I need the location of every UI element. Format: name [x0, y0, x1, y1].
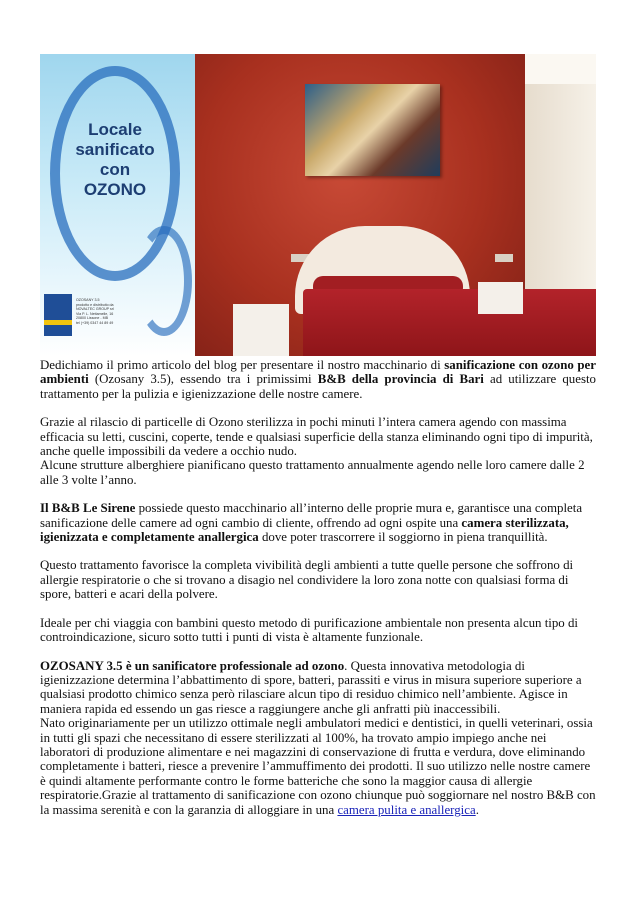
text-run: .	[475, 802, 479, 817]
paragraph-hotels: Alcune strutture alberghiere pianificano questo trattamento annualmente agendo nelle loro camere dalle 2 alle 3 volte l’anno.	[40, 458, 585, 487]
nightstand	[233, 304, 289, 356]
article-body	[40, 358, 596, 817]
text-run: Nato originariamente per un utilizzo ottimale negli ambulatori medici e dentistici, in quelli veterinari, ossia in tutti gli spazi che necessitano di essere sterilizzati al 100%, ha trovato ampio impiego anche nei laboratori di produzione alimentare e nei magazzini di conservazione di frutta e verdura, dove eliminando completamente i batteri, riesce a prevenire l’ammuffimento dei prodotti. Il suo utilizzo nelle nostre camere è quindi altamente performante contro le forme batteriche che sono la maggior causa di allergie respiratorie.Grazie al trattamento di sanificazione con ozono chiunque può soggiornare nel nostro B&B con la massima serenità e con la garanzia di alloggiare in una	[40, 716, 596, 817]
nightstand	[478, 282, 523, 314]
bold-run: camera sterilizzata, igienizzata e completamente anallergica	[40, 515, 569, 545]
bed	[303, 289, 596, 356]
paragraph-children: Ideale per chi viaggia con bambini questo metodo di purificazione ambientale non presenta alcun tipo di controindicazione, sicuro sotto tutti i punti di vista è altamente funzionale.	[40, 615, 579, 645]
text-run: ad utilizzare questo trattamento per la pulizia e igienizzazione delle nostre camere.	[40, 372, 596, 401]
bedroom-photo	[195, 54, 596, 356]
ozone-poster	[40, 54, 195, 356]
paragraph-intro	[40, 358, 596, 401]
novaltec-logo	[44, 294, 72, 336]
wall-painting	[305, 84, 440, 176]
brand-line: prodotto e distribuito da	[76, 302, 114, 307]
logo-line: OZONO	[83, 180, 147, 199]
brand-line: OZOSANY 3.5	[76, 298, 100, 302]
logo-line: sanificato	[75, 140, 155, 159]
text-run: (Ozosany 3.5), essendo tra i primissimi	[88, 372, 318, 387]
wall-lamp	[495, 254, 513, 262]
logo-line: Locale	[88, 120, 142, 139]
hero-image	[40, 54, 596, 356]
ozone-logo-text	[60, 120, 170, 200]
brand-info	[76, 298, 136, 326]
paragraph-ozosany	[40, 659, 596, 717]
text-run: Dedichiamo il primo articolo del blog per presentare il nostro macchinario di	[40, 358, 445, 372]
bold-run: sanificazione con ozono per ambienti	[40, 358, 596, 387]
brand-line: NOVALTEC GROUP srl	[76, 307, 114, 312]
paragraph-bnb	[40, 501, 596, 544]
bold-run: B&B della provincia di Bari	[317, 372, 484, 387]
text-run: dove poter trascorrere il soggiorno in piena tranquillità.	[258, 530, 548, 545]
logo-line: con	[99, 160, 131, 179]
ceiling	[525, 54, 596, 84]
brand-line: 20800 Lissone - MB	[76, 316, 108, 321]
paragraph-origin	[40, 716, 596, 817]
bold-run: Il B&B Le Sirene	[40, 501, 136, 516]
text-run: possiede questo macchinario all’interno delle proprie mura e, garantisce una completa sanificazione delle camere ad ogni cambio di cliente, offrendo ad ogni ospite una	[40, 501, 583, 530]
text-run: . Questa innovativa metodologia di igienizzazione determina l’abbattimento di spore, batteri, parassiti e virus in misura superiore superiore a qualsiasi prodotto chimico senza però rilasciare alcun tipo di residuo chimico nell’ambiente. Agisce in maniera rapida ed essendo un gas riesce a raggiungere anche gli anfratti più inaccessibili.	[40, 658, 582, 716]
brand-line: tel (+39) 0347 44 89 49	[76, 320, 114, 325]
bold-run: OZOSANY 3.5 è un sanificatore professionale ad ozono	[40, 658, 345, 673]
ozone-logo-ring-3	[136, 226, 192, 336]
paragraph-ozone: Grazie al rilascio di particelle di Ozono sterilizza in pochi minuti l’intera camera agendo con massima efficacia su letti, cuscini, coperte, tende e qualsiasi superficie della stanza eliminando ogni tipo di impurità, anche quelle impossibili da vedere a occhio nudo.	[40, 415, 593, 459]
paragraph-allergies: Questo trattamento favorisce la completa vivibilità degli ambienti a tutte quelle persone che soffrono di allergie respiratorie o che si trovano a disagio nel condividere la loro zona notte con qualsiasi forma di spore, batteri e acari della polvere.	[40, 558, 574, 602]
brand-line: Via P. L. Nettamelle, 16	[76, 311, 114, 316]
clean-room-link[interactable]: camera pulita e anallergica	[337, 802, 476, 817]
